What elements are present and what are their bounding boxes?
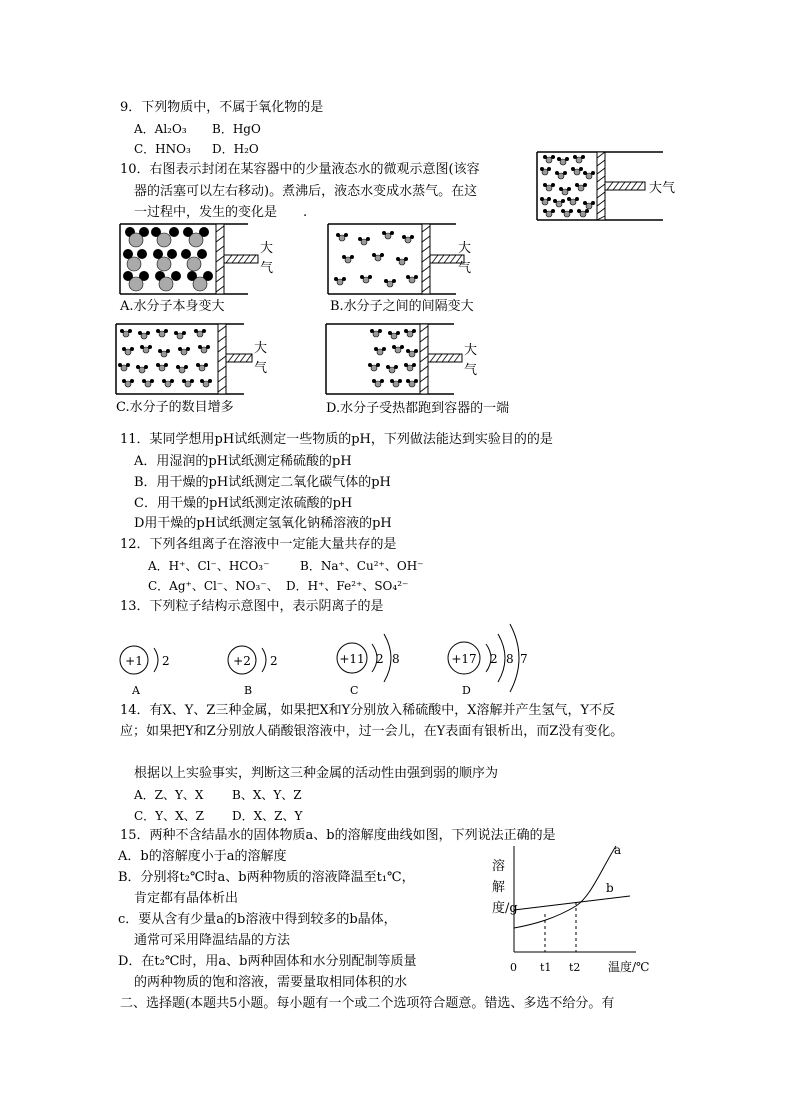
y-axis-label-2: 解 (492, 880, 506, 895)
q11-option-c[interactable]: C．用干燥的pH试纸测定浓硫酸的pH (134, 496, 353, 511)
q9-option-a[interactable]: A．Al₂O₃ (134, 122, 187, 136)
q10-reference-container-diagram (535, 148, 685, 224)
q10-option-b-diagram[interactable] (326, 222, 486, 296)
q14-option-b[interactable]: B、X、Y、Z (232, 788, 302, 802)
atmosphere-label: 大气 (649, 181, 676, 196)
q9-option-c[interactable]: C．HNO₃ (134, 142, 191, 156)
q15-option-a[interactable]: A．b的溶解度小于a的溶解度 (118, 849, 287, 864)
x-tick-t2: t2 (569, 961, 581, 974)
curve-a (514, 846, 616, 928)
atmosphere-label-2: 气 (260, 261, 274, 276)
q10-stem-line1: 10．右图表示封闭在某容器中的少量液态水的微观示意图(该容 (120, 162, 480, 177)
x-tick-t1: t1 (540, 961, 552, 974)
x-axis-label: 温度/℃ (608, 960, 650, 974)
svg-text:2: 2 (376, 652, 384, 666)
solubility-chart (486, 840, 656, 975)
svg-text:+17: +17 (451, 652, 477, 666)
svg-text:8: 8 (506, 652, 514, 666)
x-tick-0: 0 (510, 961, 517, 974)
q15-option-c-line1[interactable]: c．要从含有少量a的b溶液中得到较多的b晶体， (118, 912, 397, 927)
atmosphere-label-1: 大 (458, 241, 472, 256)
q14-stem-line3: 根据以上实验事实，判断这三种金属的活动性由强到弱的顺序为 (134, 766, 499, 781)
q12-option-b[interactable]: B．Na⁺、Cu²⁺、OH⁻ (300, 559, 424, 573)
q15-option-d-line2: 的两种物质的饱和溶液，需要量取相同体积的水 (134, 975, 408, 990)
atmosphere-label-1: 大 (464, 343, 478, 358)
q14-stem-line2: 应；如果把Y和Z分别放人硝酸银溶液中，过一会儿，在Y表面有银析出，而Z没有变化。 (120, 724, 624, 739)
svg-text:+2: +2 (233, 654, 251, 668)
q10-option-d[interactable]: D.水分子受热都跑到容器的一端 (326, 401, 510, 416)
q15-option-b-line1[interactable]: B．分别将t₂℃时a、b两种物质的溶液降温至t₁℃， (118, 870, 415, 885)
atmosphere-label-2: 气 (254, 361, 268, 376)
q14-stem-line1: 14．有X、Y、Z三种金属，如果把X和Y分别放入稀硫酸中，X溶解并产生氢气，Y不反 (120, 703, 616, 718)
y-axis-label-1: 溶 (492, 859, 506, 874)
svg-text:7: 7 (520, 652, 528, 666)
curve-a-label: a (614, 843, 622, 857)
atmosphere-label-1: 大 (254, 341, 268, 356)
atmosphere-label-2: 气 (464, 363, 478, 378)
q12-option-a[interactable]: A．H⁺、Cl⁻、HCO₃⁻ (148, 559, 270, 573)
q14-option-d[interactable]: D．X、Z、Y (232, 809, 303, 823)
svg-text:+11: +11 (339, 652, 365, 666)
q10-option-d-diagram[interactable] (324, 322, 484, 396)
q13-atom-diagrams (114, 628, 534, 700)
q10-option-b[interactable]: B.水分子之间的间隔变大 (330, 299, 474, 314)
q10-stem-line3: 一过程中，发生的变化是 . (134, 205, 308, 220)
q15-option-b-line2: 肯定都有晶体析出 (134, 891, 239, 906)
svg-text:B: B (244, 684, 253, 697)
q13-diagram-a[interactable] (120, 646, 170, 697)
q12-stem: 12．下列各组离子在溶液中一定能大量共存的是 (120, 537, 397, 552)
q14-option-c[interactable]: C．Y、X、Z (134, 809, 204, 823)
q10-stem-line2: 器的活塞可以左右移动)。煮沸后，液态水变成水蒸气。在这 (134, 184, 478, 199)
q13-diagram-c[interactable] (337, 634, 400, 697)
svg-text:2: 2 (162, 654, 170, 668)
y-axis-label-3: 度/g (492, 901, 518, 916)
curve-b-label: b (606, 881, 614, 895)
q12-option-c[interactable]: C．Ag⁺、Cl⁻、NO₃⁻、 (148, 579, 279, 593)
atmosphere-label-1: 大 (260, 241, 274, 256)
q13-stem: 13．下列粒子结构示意图中，表示阴离子的是 (120, 599, 384, 614)
q15-stem: 15．两种不含结晶水的固体物质a、b的溶解度曲线如图，下列说法正确的是 (120, 828, 556, 843)
piston-rod (605, 182, 645, 190)
q10-option-a-diagram[interactable] (118, 222, 278, 296)
q12-option-d[interactable]: D．H⁺、Fe²⁺、SO₄²⁻ (286, 579, 409, 593)
svg-text:D: D (462, 684, 471, 697)
svg-text:8: 8 (392, 652, 400, 666)
water-molecules (542, 157, 592, 217)
svg-text:2: 2 (270, 654, 278, 668)
q15-option-c-line2: 通常可采用降温结晶的方法 (134, 933, 291, 948)
q9-option-b[interactable]: B．HgO (212, 122, 261, 136)
atmosphere-label-2: 气 (458, 261, 472, 276)
section-2-heading: 二、选择题(本题共5小题。每小题有一个或二个选项符合题意。错选、多选不给分。有 (120, 996, 615, 1011)
piston (597, 152, 605, 220)
q13-diagram-b[interactable] (228, 646, 278, 697)
q9-stem: 9．下列物质中，不属于氧化物的是 (120, 100, 324, 115)
svg-text:+1: +1 (125, 654, 143, 668)
q11-stem: 11．某同学想用pH试纸测定一些物质的pH，下列做法能达到实验目的的是 (120, 432, 553, 447)
q15-option-d-line1[interactable]: D．在t₂℃时，用a、b两种固体和水分别配制等质量 (118, 954, 417, 969)
svg-text:2: 2 (490, 652, 498, 666)
q10-option-c-diagram[interactable] (114, 322, 274, 396)
q10-option-c[interactable]: C.水分子的数目增多 (116, 400, 234, 415)
q11-option-b[interactable]: B．用干燥的pH试纸测定二氧化碳气体的pH (134, 475, 391, 490)
q14-option-a[interactable]: A．Z、Y、X (134, 788, 204, 802)
q10-option-a[interactable]: A.水分子本身变大 (120, 299, 225, 314)
svg-text:A: A (132, 684, 140, 697)
q11-option-d[interactable]: D用干燥的pH试纸测定氢氧化钠稀溶液的pH (134, 516, 392, 531)
q9-option-d[interactable]: D．H₂O (212, 142, 259, 156)
q13-diagram-d[interactable] (448, 624, 528, 697)
q11-option-a[interactable]: A．用湿润的pH试纸测定稀硫酸的pH (134, 454, 352, 469)
svg-text:C: C (350, 684, 359, 697)
